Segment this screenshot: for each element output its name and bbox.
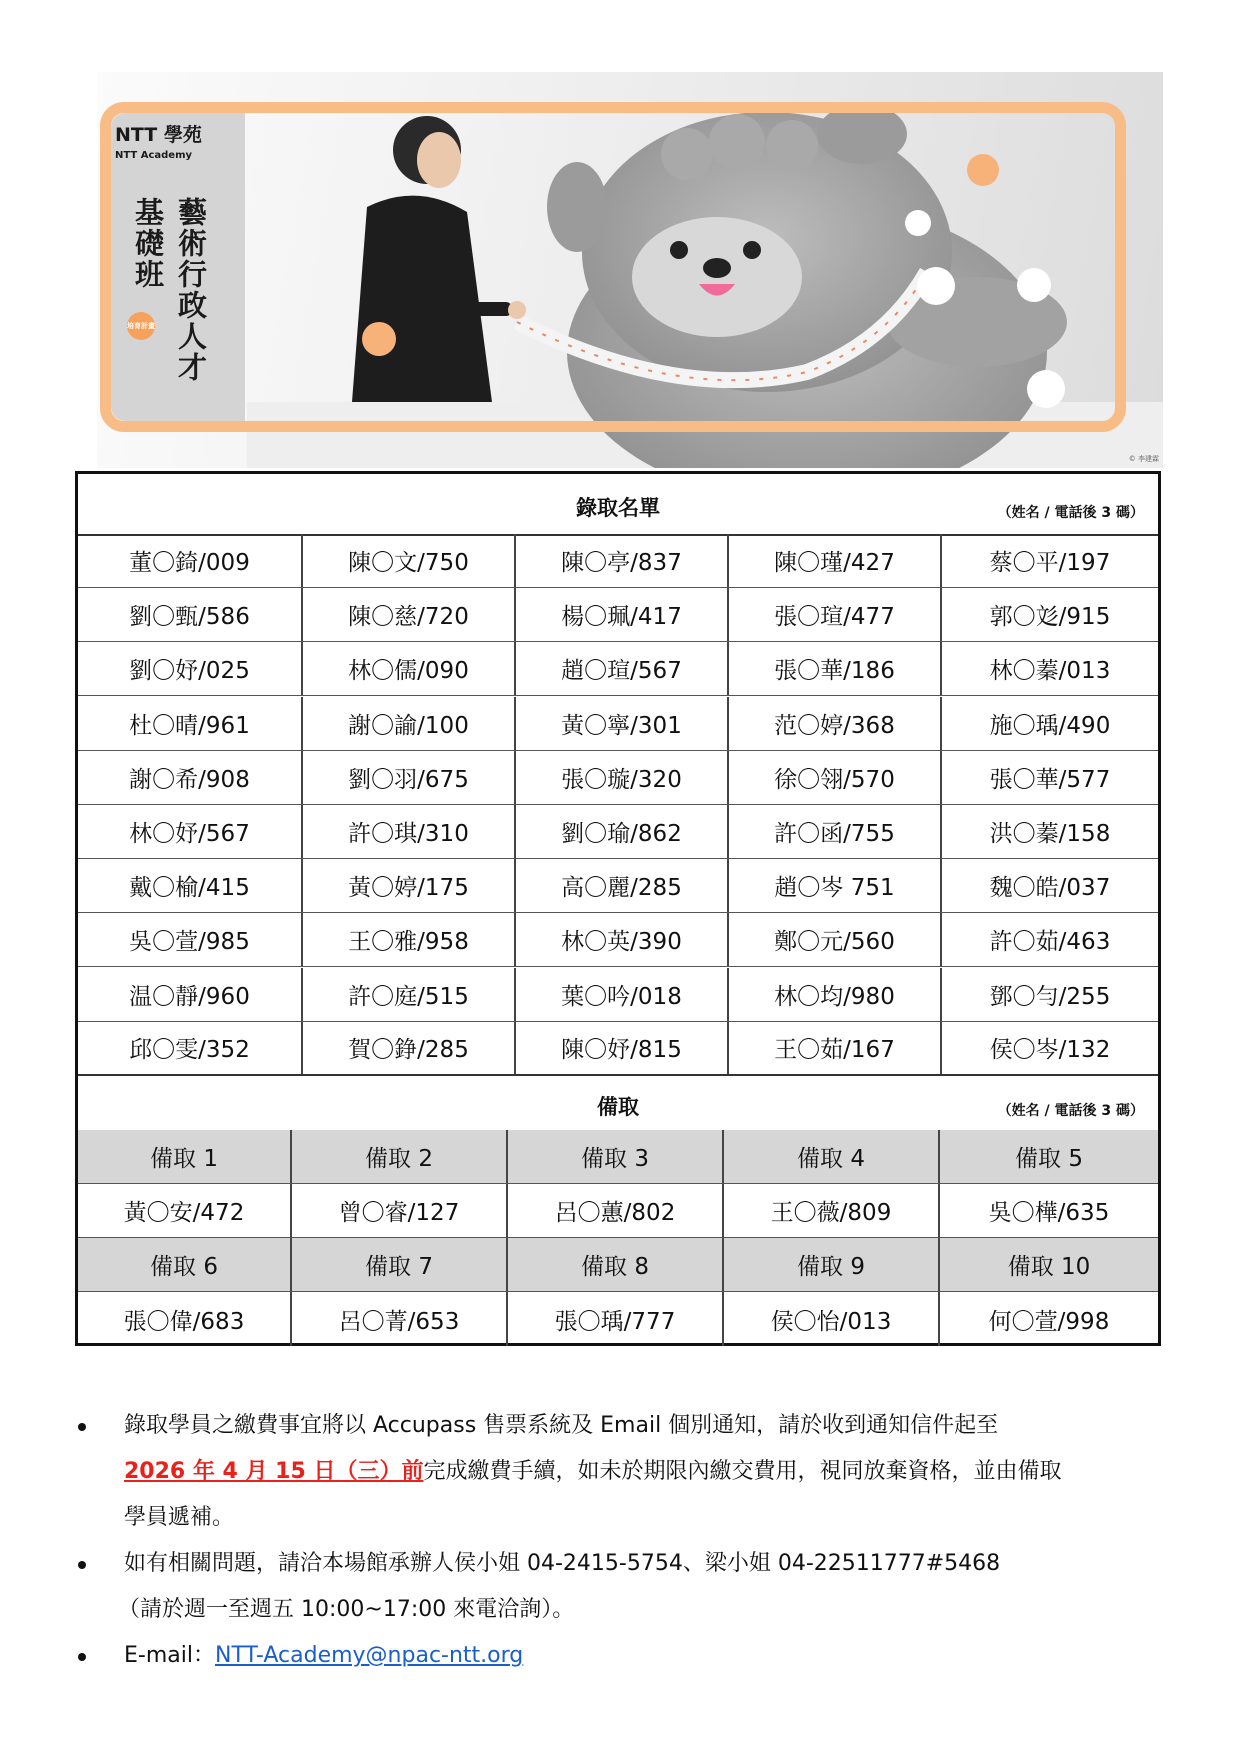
waitlist-label: 備取 1	[78, 1130, 292, 1183]
admitted-cell: 侯〇岑/132	[989, 1037, 1111, 1064]
note-contact-line1: 如有相關問題，請洽本場館承辦人侯小姐 04-2415-5754、梁小姐 04-22511777#5468	[124, 1551, 1001, 1576]
admission-table	[75, 471, 1161, 1346]
admitted-cell: 葉〇吟/018	[516, 968, 729, 1021]
admitted-cell: 杜〇晴/961	[78, 697, 303, 750]
bullet	[78, 1423, 86, 1431]
admitted-row	[78, 751, 1158, 805]
admitted-cell: 楊〇珮/417	[516, 588, 729, 641]
waitlist-header	[78, 1076, 1158, 1132]
note-payment-line1: 錄取學員之繳費事宜將以 Accupass 售票系統及 Email 個別通知，請於收到通知信件起至	[124, 1413, 999, 1438]
waitlist-name-row	[78, 1292, 1158, 1346]
admitted-cell: 陳〇瑾/427	[729, 534, 942, 587]
waitlist-label: 備取 5	[1015, 1146, 1083, 1172]
note-payment-line3: 學員遞補。	[124, 1505, 235, 1530]
waitlist-label-row	[78, 1238, 1158, 1292]
waitlist-label-row	[78, 1130, 1158, 1184]
waitlist-cell: 何〇萱/998	[988, 1308, 1110, 1335]
waitlist-name-row	[78, 1184, 1158, 1238]
admitted-row	[78, 805, 1158, 859]
admitted-cell: 洪〇蓁/158	[989, 821, 1111, 847]
admitted-cell: 趙〇岑 751	[729, 859, 942, 912]
admitted-cell: 陳〇文/750	[303, 534, 516, 587]
admitted-cell: 陳〇慈/720	[303, 588, 516, 641]
note-contact-line2: （請於週一至週五 10:00~17:00 來電洽詢）。	[118, 1597, 575, 1622]
admitted-title: 錄取名單	[576, 496, 660, 520]
photo-credit: © 李建霖	[1128, 455, 1159, 463]
waitlist-title: 備取	[597, 1095, 639, 1119]
admitted-row	[78, 968, 1158, 1022]
decor-dot	[362, 322, 396, 356]
admitted-cell: 謝〇諭/100	[303, 697, 516, 750]
decor-dot	[917, 267, 955, 305]
waitlist-cell: 張〇瑀/777	[508, 1292, 724, 1346]
admitted-cell: 徐〇翎/570	[729, 751, 942, 804]
admitted-cell: 吳〇萱/985	[78, 913, 303, 966]
waitlist-label: 備取 7	[292, 1238, 508, 1291]
admitted-cell: 王〇茹/167	[729, 1022, 942, 1074]
admitted-note: （姓名 / 電話後 3 碼）	[997, 505, 1144, 521]
waitlist-label: 備取 3	[508, 1130, 724, 1183]
admitted-cell: 林〇妤/567	[78, 805, 303, 858]
banner	[97, 72, 1163, 468]
admitted-cell: 許〇庭/515	[303, 968, 516, 1021]
admitted-cell: 董〇錡/009	[78, 534, 303, 587]
banner-frame	[100, 102, 1126, 432]
waitlist-label: 備取 4	[724, 1130, 940, 1183]
admitted-cell: 蔡〇平/197	[989, 550, 1111, 576]
decor-dot	[1027, 370, 1065, 408]
banner-logo-sub: NTT Academy	[115, 150, 193, 161]
admitted-cell: 魏〇皓/037	[989, 875, 1111, 902]
note-email	[124, 1633, 523, 1679]
admitted-cell: 劉〇瑜/862	[516, 805, 729, 858]
waitlist-note: （姓名 / 電話後 3 碼）	[997, 1103, 1144, 1119]
admitted-cell: 王〇雅/958	[303, 913, 516, 966]
admitted-row	[78, 588, 1158, 642]
note-payment-line2	[124, 1449, 1061, 1495]
waitlist-label: 備取 10	[1007, 1254, 1091, 1280]
bullet	[78, 1561, 86, 1569]
bullet	[78, 1653, 86, 1661]
admitted-cell: 鄧〇勻/255	[989, 983, 1111, 1010]
waitlist-cell: 呂〇蕙/802	[508, 1184, 724, 1237]
waitlist-label: 備取 2	[292, 1130, 508, 1183]
waitlist-cell: 王〇薇/809	[724, 1184, 940, 1237]
banner-title-line1: 藝術行政人才	[174, 197, 208, 383]
waitlist-cell: 張〇偉/683	[78, 1292, 292, 1346]
admitted-cell: 張〇瑄/477	[729, 588, 942, 641]
admitted-cell: 黃〇寧/301	[516, 697, 729, 750]
admitted-cell: 黃〇婷/175	[303, 859, 516, 912]
admitted-cell: 趙〇瑄/567	[516, 642, 729, 695]
admitted-cell: 林〇英/390	[516, 913, 729, 966]
waitlist-cell: 吳〇樺/635	[988, 1200, 1110, 1226]
admitted-cell: 林〇均/980	[729, 968, 942, 1021]
admitted-cell: 鄭〇元/560	[729, 913, 942, 966]
payment-deadline: 2026 年 4 月 15 日（三）前	[124, 1459, 424, 1484]
note-payment-line2-rest: 完成繳費手續，如未於期限內繳交費用，視同放棄資格，並由備取	[423, 1459, 1062, 1484]
admitted-cell: 高〇麗/285	[516, 859, 729, 912]
email-label: E-mail：	[124, 1643, 215, 1668]
admitted-cell: 許〇琪/310	[303, 805, 516, 858]
waitlist-cell: 呂〇菁/653	[292, 1292, 508, 1346]
admitted-cell: 范〇婷/368	[729, 697, 942, 750]
admitted-cell: 劉〇妤/025	[78, 642, 303, 695]
waitlist-cell: 黃〇安/472	[78, 1184, 292, 1237]
admitted-row	[78, 913, 1158, 967]
admitted-cell: 陳〇妤/815	[516, 1022, 729, 1074]
decor-dot	[967, 154, 999, 186]
admitted-cell: 施〇瑀/490	[989, 712, 1111, 739]
admitted-cell: 邱〇雯/352	[78, 1022, 303, 1074]
waitlist-label: 備取 8	[508, 1238, 724, 1291]
admitted-row	[78, 859, 1158, 913]
admitted-cell: 林〇蓁/013	[989, 658, 1111, 685]
admitted-cell: 張〇璇/320	[516, 751, 729, 804]
waitlist-label: 備取 9	[724, 1238, 940, 1291]
waitlist-cell: 曾〇睿/127	[292, 1184, 508, 1237]
email-link[interactable]: NTT-Academy@npac-ntt.org	[214, 1643, 524, 1668]
decor-dot	[905, 210, 931, 236]
admitted-row	[78, 534, 1158, 588]
admitted-cell: 陳〇亭/837	[516, 534, 729, 587]
admitted-cell: 郭〇彣/915	[989, 604, 1111, 631]
waitlist-label: 備取 6	[78, 1238, 292, 1291]
admitted-row	[78, 1022, 1158, 1076]
waitlist-cell: 侯〇怡/013	[724, 1292, 940, 1346]
admitted-cell: 林〇儒/090	[303, 642, 516, 695]
decor-dot	[1017, 268, 1051, 302]
admitted-cell: 賀〇錚/285	[303, 1022, 516, 1074]
admitted-cell: 戴〇榆/415	[78, 859, 303, 912]
admitted-row	[78, 642, 1158, 696]
admitted-cell: 張〇華/186	[729, 642, 942, 695]
admitted-header	[78, 474, 1158, 536]
admitted-row	[78, 697, 1158, 751]
admitted-cell: 張〇華/577	[989, 766, 1111, 793]
banner-logo: NTT 學苑	[115, 124, 202, 146]
banner-badge: 培育計畫	[127, 312, 155, 340]
admitted-cell: 温〇靜/960	[78, 968, 303, 1021]
admitted-cell: 許〇函/755	[729, 805, 942, 858]
admitted-cell: 劉〇甄/586	[78, 588, 303, 641]
admitted-cell: 劉〇羽/675	[303, 751, 516, 804]
admitted-cell: 謝〇希/908	[78, 751, 303, 804]
admitted-cell: 許〇茹/463	[989, 929, 1111, 956]
banner-title-line2: 基礎班	[131, 197, 165, 290]
